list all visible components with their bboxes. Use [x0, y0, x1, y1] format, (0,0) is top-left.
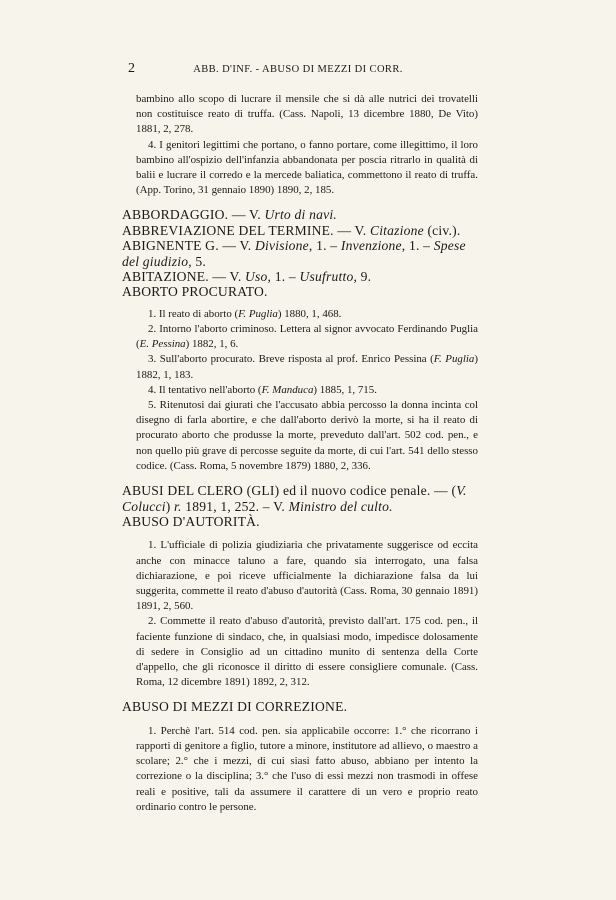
- abuso-autorita-citations: [122, 538, 478, 690]
- continuation-block: [122, 92, 478, 198]
- entry-abusi-del-clero: ABUSI DEL CLERO (GLI) ed il nuovo codice penale. — (V. Colucci) r. 1891, 1, 252. – V. Ministro del culto.: [122, 483, 467, 514]
- citation-paragraph: 3. Sull'aborto procurato. Breve risposta al prof. Enrico Pessina (F. Puglia) 1882, 1, 183.: [136, 353, 478, 381]
- entry-abignente: ABIGNENTE G. — V. Divisione, 1. – Invenzione, 1. – Spese del giudizio, 5.: [122, 238, 466, 269]
- citation-paragraph: 1. L'ufficiale di polizia giudiziaria che privatamente suggerisce od eccita anche con minacce taluno a fare, quando sia interrogato, una falsa dichiarazione, e poi riceve ufficialmente la dichiarazione falsa da lui suggerita, commette il reato d'abuso d'autorità (Cass. Roma, 30 gennaio 1891) 1891, 2, 560.: [136, 539, 478, 613]
- citation-paragraph: 4. I genitori legittimi che portano, o fanno portare, come illegittimo, il loro bambino all'ospizio dell'infanzia abbandonata per poscia ritrarlo in qualità di balii e lucrare il corredo e la mercede baliatica, commettono il reato di truffa. (App. Torino, 31 gennaio 1890) 1890, 2, 185.: [136, 138, 478, 197]
- citation-paragraph: bambino allo scopo di lucrare il mensile che si dà alle nutrici dei trovatelli non costituisce reato di truffa. (Cass. Napoli, 13 dicembre 1880, De Vito) 1881, 2, 278.: [136, 93, 478, 136]
- entry-aborto-procurato: ABORTO PROCURATO.: [122, 284, 268, 300]
- aborto-citations: [122, 307, 478, 474]
- citation-paragraph: 1. Il reato di aborto (F. Puglia) 1880, 1, 468.: [148, 307, 342, 320]
- entry-abbordaggio: ABBORDAGGIO. — V. Urto di navi.: [122, 207, 337, 223]
- abuso-mezzi-citations: [122, 724, 478, 815]
- entry-abitazione: ABITAZIONE. — V. Uso, 1. – Usufrutto, 9.: [122, 269, 372, 285]
- citation-paragraph: 2. Intorno l'aborto criminoso. Lettera al signor avvocato Ferdinando Puglia (E. Pessina) 1882, 1, 6.: [136, 323, 478, 351]
- entry-abuso-autorita: ABUSO D'AUTORITÀ.: [122, 513, 260, 529]
- entry-abbreviazione: ABBREVIAZIONE DEL TERMINE. — V. Citazione (civ.).: [122, 222, 461, 238]
- page-body: [122, 92, 478, 815]
- citation-paragraph: 1. Perchè l'art. 514 cod. pen. sia applicabile occorre: 1.° che ricorrano i rapporti di genitore a figlio, tutore a minore, institutore ad allievo, o maestro a scolare; 2.° che i mezzi, di cui siasi fatto abuso, abbiano per intento la correzione o la disciplina; 3.° che l'uso di essi mezzi non trasmodi in offese reali e positive, tali da assumere il carattere di un vero e proprio reato ordinario contro le persone.: [136, 724, 478, 813]
- running-title: ABB. D'INF. - ABUSO DI MEZZI DI CORR.: [193, 64, 403, 75]
- citation-paragraph: 2. Commette il reato d'abuso d'autorità, previsto dall'art. 175 cod. pen., il faciente funzione di sindaco, che, in qualsiasi modo, impedisce dolosamente di sedere in Consiglio ad un cittadino munito di sentenza della Corte d'appello, che gli riconosce il diritto di essere consigliere comunale. (Cass. Roma, 12 dicembre 1891) 1892, 2, 312.: [136, 615, 478, 689]
- citation-paragraph: 5. Ritenutosi dai giurati che l'accusato abbia percosso la donna incinta col disegno di farla abortire, e che dall'aborto derivò la morte, si ha il reato di procurato aborto che produsse la morte, preveduto dall'art. 502 cod. pen., e non quello più grave di percosse seguite da morte, di cui l'art. 541 dello stesso codice. (Cass. Roma, 5 novembre 1879) 1880, 2, 336.: [136, 399, 478, 472]
- citation-paragraph: 4. Il tentativo nell'aborto (F. Manduca) 1885, 1, 715.: [148, 383, 377, 396]
- page-number: 2: [128, 61, 136, 76]
- entry-abuso-mezzi-correzione: ABUSO DI MEZZI DI CORREZIONE.: [122, 699, 348, 715]
